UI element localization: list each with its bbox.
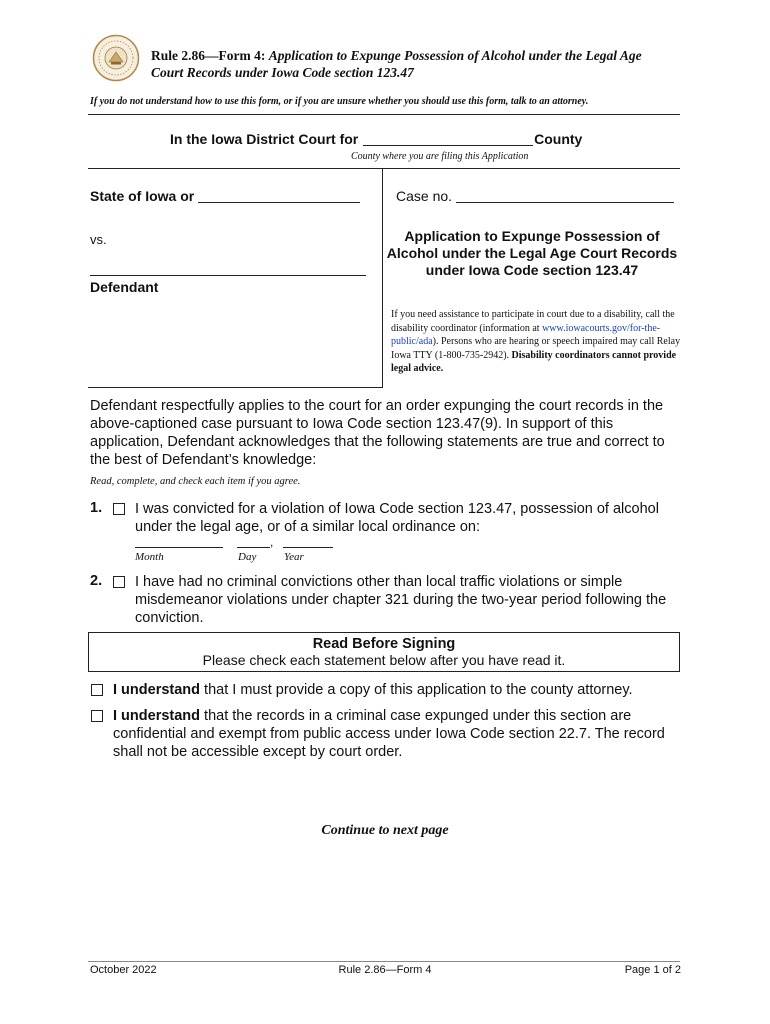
item-1-text: I was convicted for a violation of Iowa Code section 123.47, possession of alcohol under the legal age, or of a similar local ordinance on: — [135, 501, 659, 535]
iowa-seal-icon — [92, 34, 140, 82]
case-no-line — [396, 188, 674, 204]
form-title — [151, 47, 711, 81]
header-rule — [88, 114, 680, 115]
defendant-label: Defendant — [90, 279, 159, 295]
state-line — [90, 188, 360, 204]
continue-text: Continue to next page — [321, 823, 449, 838]
caption-top-rule — [88, 168, 680, 169]
county-field[interactable] — [363, 131, 533, 146]
title-line-1: Application to Expunge Possession of Alcohol under the Legal Age — [268, 48, 642, 63]
item-2-checkbox[interactable] — [113, 576, 125, 588]
caption-bottom-rule — [88, 387, 383, 388]
footer-date: October 2022 — [90, 964, 157, 976]
month-label: Month — [135, 551, 164, 563]
month-field[interactable] — [135, 547, 223, 548]
understand-1-text — [113, 681, 683, 699]
attorney-notice: If you do not understand how to use this form, or if you are unsure whether you should use this form, talk to an attorney. — [90, 96, 589, 107]
disability-bold: Disability coordinators cannot provide legal advice. — [391, 349, 677, 375]
signing-title: Read Before Signing — [312, 636, 456, 652]
understand-2-checkbox[interactable] — [91, 710, 103, 722]
item-2-text: I have had no criminal convictions other than local traffic violations or simple misdemeanor violations under chapter 321 during the two-year period following the conviction. — [135, 574, 667, 626]
caption-divider — [382, 168, 383, 388]
court-heading — [170, 131, 582, 147]
item-1-number: 1. — [90, 500, 103, 516]
county-hint: County where you are filing this Application — [351, 151, 529, 162]
court-suffix: County — [534, 131, 583, 147]
disability-text-before: If you need assistance to participate in court due to a disability, call the disability coordinator (information at — [391, 309, 675, 334]
defendant-name-field[interactable] — [90, 275, 366, 276]
state-label: State of Iowa or — [90, 188, 195, 204]
day-field[interactable] — [237, 547, 270, 548]
understand-1-body: that I must provide a copy of this application to the county attorney. — [200, 682, 633, 698]
date-comma: , — [270, 535, 274, 549]
footer-form: Rule 2.86—Form 4 — [338, 964, 432, 976]
understand-2-body: that the records in a criminal case expunged under this section are confidential and exempt from public access under Iowa Code section 22.7. The record shall not be accessible except by court order. — [113, 708, 665, 760]
item-1-checkbox[interactable] — [113, 503, 125, 515]
read-before-signing-box — [88, 632, 680, 672]
understand-1-bold: I understand — [113, 682, 201, 698]
item-2-number: 2. — [90, 573, 103, 589]
footer-rule — [88, 961, 680, 962]
state-field[interactable] — [198, 188, 360, 203]
rule-prefix: Rule 2.86—Form 4: — [151, 48, 269, 63]
understand-2-text — [113, 707, 683, 761]
case-no-label: Case no. — [396, 188, 453, 204]
day-label: Day — [238, 551, 257, 563]
intro-paragraph: Defendant respectfully applies to the court for an order expunging the court records in the above-captioned case pursuant to Iowa Code section 123.47(9). In support of this application, Defendant acknowledges that the following statements are true and correct to the best of Defendant’s knowledge: — [90, 398, 665, 468]
disability-notice — [391, 308, 681, 376]
title-line-2: Court Records under Iowa Code section 123.47 — [151, 65, 414, 80]
instruction: Read, complete, and check each item if you agree. — [90, 476, 301, 487]
court-prefix: In the Iowa District Court for — [170, 131, 359, 147]
caption-title: Application to Expunge Possession of Alcohol under the Legal Age Court Records under Iowa Code section 123.47 — [386, 228, 678, 278]
understand-2-bold: I understand — [113, 708, 201, 724]
vs-label: vs. — [90, 232, 107, 247]
understand-1-checkbox[interactable] — [91, 684, 103, 696]
ada-link[interactable]: www.iowacourts.gov/for-the-public/ada — [391, 322, 661, 348]
year-label: Year — [284, 551, 304, 563]
footer-page: Page 1 of 2 — [624, 964, 681, 976]
case-no-field[interactable] — [456, 188, 674, 203]
year-field[interactable] — [283, 547, 333, 548]
disability-text-after: ). Persons who are hearing or speech impaired may call Relay Iowa TTY (1-800-735-2942). — [391, 336, 681, 361]
signing-subtitle: Please check each statement below after you have read it. — [202, 652, 566, 668]
